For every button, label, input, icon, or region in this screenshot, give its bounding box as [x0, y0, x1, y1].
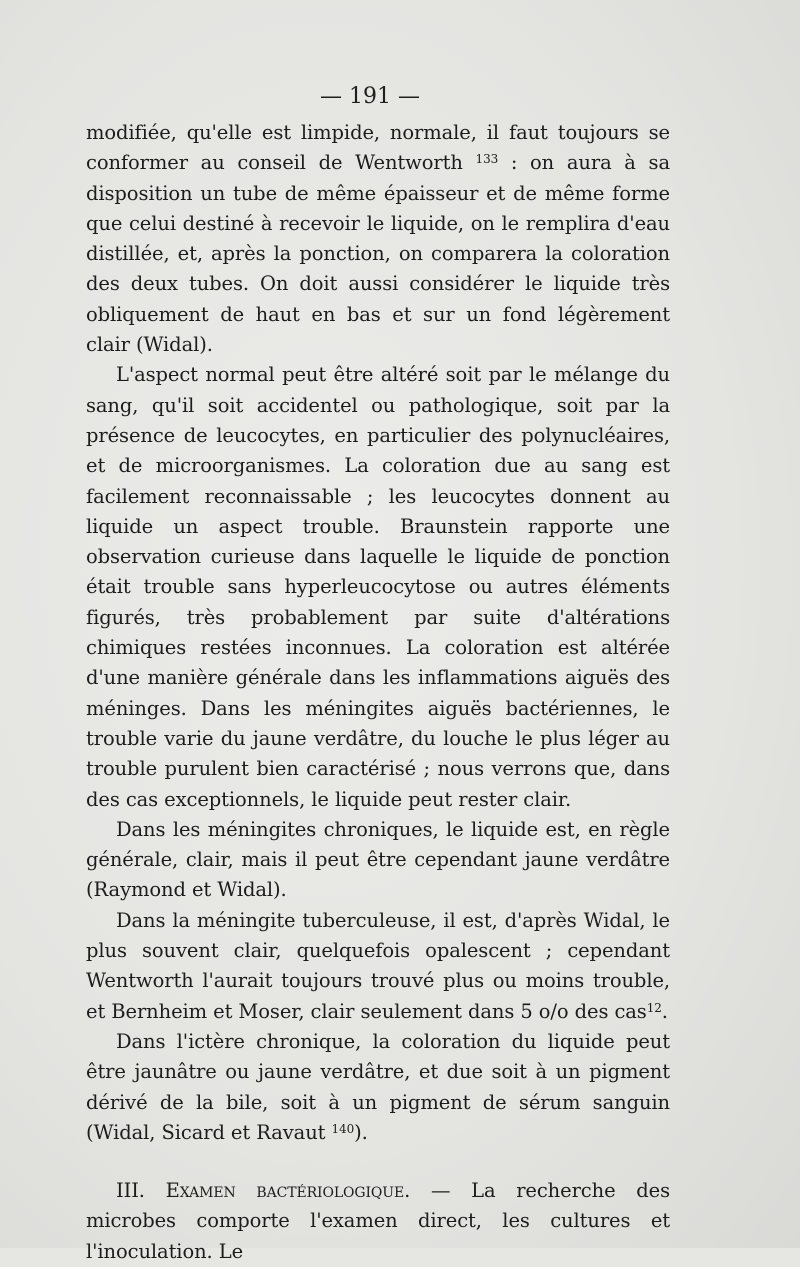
body-text — [86, 118, 670, 1267]
paragraph-2: L'aspect normal peut être altéré soit par le mélange du sang, qu'il soit accidentel ou pathologique, soit par la présence de leucocytes, en particulier des polynucléaires, et de microorganismes. La coloration due au sang est facilement reconnaissable ; les leucocytes donnent au liquide un aspect trouble. Braunstein rapporte une observation curieuse dans laquelle le liquide de ponction était trouble sans hyperleucocytose ou autres éléments figurés, très probablement par suite d'altérations chimiques restées inconnues. La coloration est altérée d'une manière générale dans les inflammations aiguës des méninges. Dans les méningites aiguës bactériennes, le trouble varie du jaune verdâtre, du louche le plus léger au trouble purulent bien caractérisé ; nous verrons que, dans des cas exceptionnels, le liquide peut rester clair. — [86, 363, 670, 811]
section-text: — La recherche des microbes comporte l'examen direct, les cultures et l'inoculation. Le — [86, 1179, 670, 1263]
page-number: — 191 — — [320, 84, 420, 109]
paragraph-4-text: Dans la méningite tuberculeuse, il est, d'après Widal, le plus souvent clair, quelquefois opalescent ; cependant Wentworth l'aurait toujours trouvé plus ou moins trouble, et Bernheim et Moser, clair seulement dans 5 o/o des cas — [86, 908, 670, 1023]
paragraph-1 — [86, 118, 670, 360]
section-numeral: III. — [116, 1179, 166, 1203]
paragraph-1-text-cont: : on aura à sa disposition un tube de même épaisseur et de même forme que celui destiné à recevoir le liquide, on le remplira d'eau distillée, et, après la ponction, on comparera la coloration des deux tubes. On doit aussi considérer le liquide très obliquement de haut en bas et sur un fond légèrement clair (Widal). — [86, 151, 670, 357]
paragraph-4 — [86, 906, 670, 1027]
footnote-ref-140: 140 — [331, 1121, 355, 1136]
footnote-ref-133: 133 — [475, 152, 499, 167]
paragraph-4-text-cont: . — [661, 999, 668, 1023]
paragraph-5 — [86, 1027, 670, 1148]
section-3 — [86, 1176, 670, 1267]
paragraph-3: Dans les méningites chroniques, le liquide est, en règle générale, clair, mais il peut être cependant jaune verdâtre (Raymond et Widal). — [86, 817, 670, 902]
paragraph-1-text: modifiée, qu'elle est limpide, normale, il faut toujours se conformer au conseil de Wentworth — [86, 121, 670, 175]
paragraph-5-text-cont: ). — [354, 1120, 368, 1144]
paragraph-5-text: Dans l'ictère chronique, la coloration du liquide peut être jaunâtre ou jaune verdâtre, et due soit à un pigment dérivé de la bile, soit à un pigment de sérum sanguin (Widal, Sicard et Ravaut — [86, 1029, 670, 1144]
section-heading: Examen bactériologique. — [165, 1179, 411, 1203]
footnote-ref-12: 12 — [646, 1000, 662, 1015]
